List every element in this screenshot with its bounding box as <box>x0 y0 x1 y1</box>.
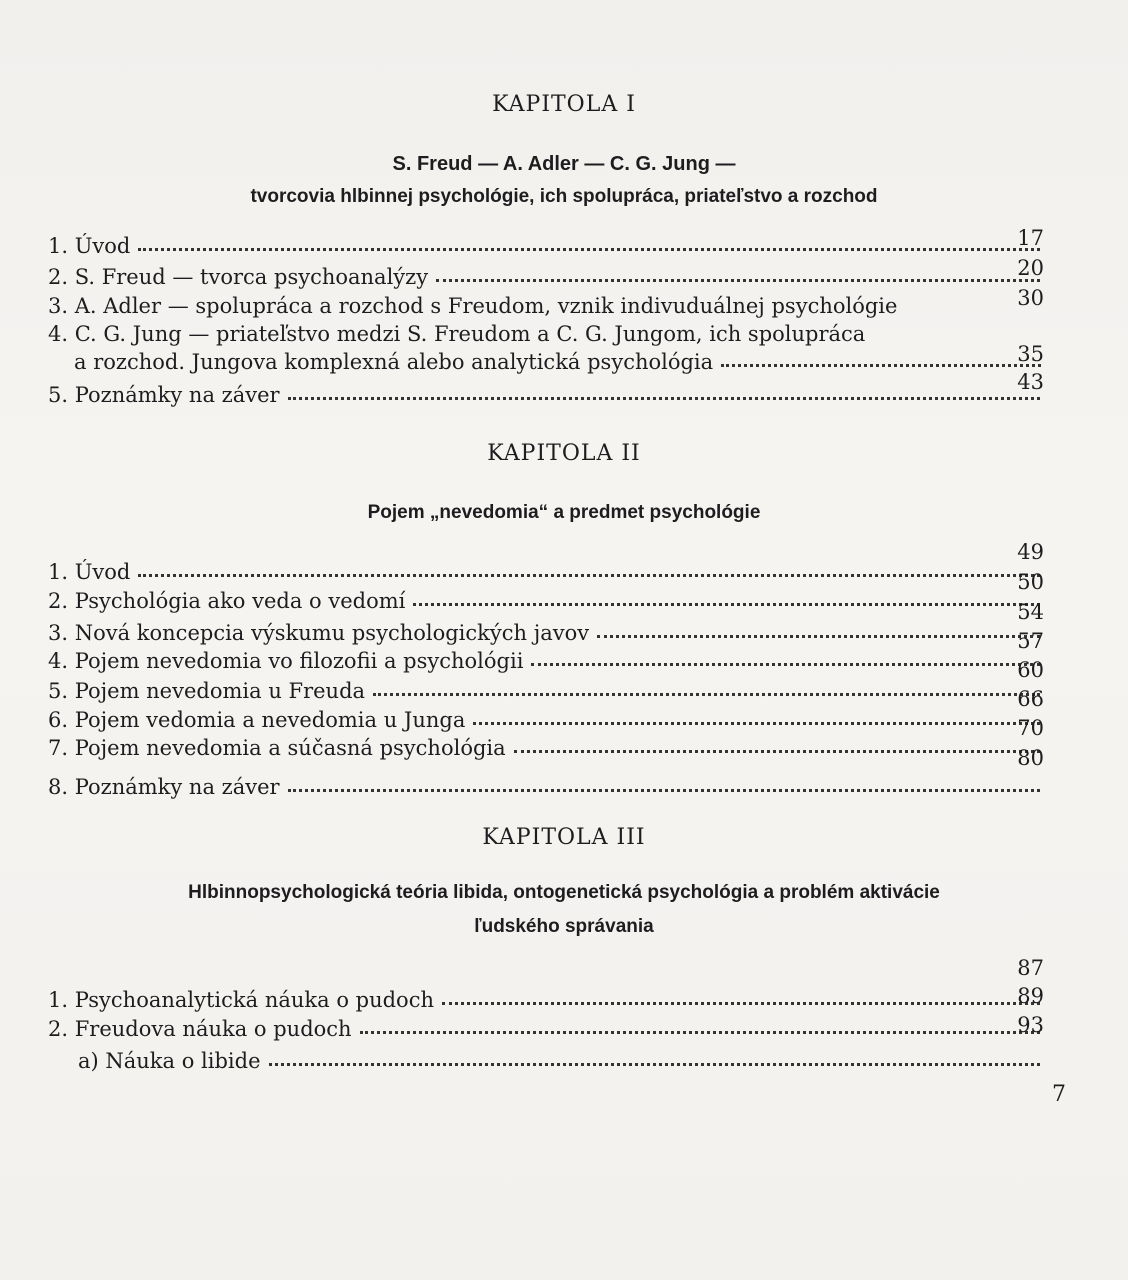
toc-entry <box>48 320 1048 348</box>
leader-dots <box>436 279 1040 282</box>
toc-entry-text: 1. Psychoanalytická náuka o pudoch <box>48 988 434 1012</box>
chapter-3-heading: KAPITOLA III <box>482 825 646 850</box>
toc-entry-text: 2. Freudova náuka o pudoch <box>48 1017 352 1041</box>
toc-page-number: 70 <box>1017 716 1044 740</box>
chapter-2-heading: KAPITOLA II <box>487 441 641 466</box>
toc-entry-text: a rozchod. Jungova komplexná alebo analytická psychológia <box>74 350 714 374</box>
chapter-1-title-line2: tvorcovia hlbinnej psychológie, ich spolupráca, priateľstvo a rozchod <box>250 186 878 207</box>
toc-entry-text: 5. Poznámky na záver <box>48 383 280 407</box>
toc-page-number: 20 <box>1017 256 1044 280</box>
toc-entry-text: 6. Pojem vedomia a nevedomia u Junga <box>48 708 466 732</box>
toc-entry-text: 2. Psychológia ako veda o vedomí <box>48 589 406 613</box>
toc-page-number: 43 <box>1017 370 1044 394</box>
leader-dots <box>514 750 1040 753</box>
toc-entry-text: 4. C. G. Jung — priateľstvo medzi S. Freudom a C. G. Jungom, ich spolupráca <box>48 322 866 346</box>
toc-entry-text: 1. Úvod <box>48 560 131 584</box>
toc-page-number: 50 <box>1017 570 1044 594</box>
leader-dots <box>138 574 1040 577</box>
toc-entry <box>48 587 1048 615</box>
toc-entry-text: 1. Úvod <box>48 234 131 258</box>
toc-entry <box>48 734 1048 762</box>
toc-page-number: 30 <box>1017 286 1044 310</box>
toc-page-number: 57 <box>1017 629 1044 653</box>
toc-page-number: 66 <box>1017 687 1044 711</box>
toc-entry <box>48 558 1048 586</box>
toc-entry <box>48 1015 1048 1043</box>
leader-dots <box>413 603 1040 606</box>
toc-entry <box>48 773 1048 801</box>
leader-dots <box>360 1031 1040 1034</box>
leader-dots <box>442 1002 1040 1005</box>
chapter-3-title-line2: ľudského správania <box>474 916 654 937</box>
leader-dots <box>269 1063 1040 1066</box>
toc-page-number: 35 <box>1017 342 1044 366</box>
toc-page-number: 49 <box>1017 540 1044 564</box>
toc-entry <box>48 677 1048 705</box>
toc-entry <box>48 619 1048 647</box>
leader-dots <box>721 364 1041 367</box>
toc-entry-continuation <box>74 348 1049 376</box>
toc-entry-text: 3. A. Adler — spolupráca a rozchod s Freudom, vznik indivuduálnej psychológie <box>48 294 898 318</box>
leader-dots <box>473 722 1040 725</box>
toc-entry <box>48 232 1048 260</box>
toc-page-number: 54 <box>1017 600 1044 624</box>
toc-entry <box>48 706 1048 734</box>
chapter-3-title-line1: Hlbinnopsychologická teória libida, ontogenetická psychológia a problém aktivácie <box>188 882 940 903</box>
leader-dots <box>288 789 1040 792</box>
toc-entry-text: 8. Poznámky na záver <box>48 775 280 799</box>
toc-page-number: 60 <box>1017 658 1044 682</box>
toc-entry <box>48 381 1048 409</box>
toc-subentry <box>78 1047 1048 1075</box>
toc-page-number: 80 <box>1017 746 1044 770</box>
chapter-1-heading: KAPITOLA I <box>492 92 636 117</box>
toc-entry-text: 4. Pojem nevedomia vo filozofii a psychológii <box>48 649 524 673</box>
toc-entry-text: 7. Pojem nevedomia a súčasná psychológia <box>48 736 506 760</box>
leader-dots <box>138 248 1040 251</box>
toc-entry-text: 2. S. Freud — tvorca psychoanalýzy <box>48 265 429 289</box>
leader-dots <box>288 397 1040 400</box>
toc-entry <box>48 647 1048 675</box>
page-folio: 7 <box>1052 1082 1066 1107</box>
toc-entry-text: 5. Pojem nevedomia u Freuda <box>48 679 366 703</box>
toc-entry <box>48 292 1048 320</box>
leader-dots <box>531 663 1040 666</box>
toc-page-number: 87 <box>1017 956 1044 980</box>
toc-entry-text: 3. Nová koncepcia výskumu psychologických javov <box>48 621 590 645</box>
chapter-1-title-line1: S. Freud — A. Adler — C. G. Jung — <box>392 153 736 175</box>
toc-entry <box>48 986 1048 1014</box>
toc-entry <box>48 263 1048 291</box>
leader-dots <box>373 693 1040 696</box>
toc-page-number: 89 <box>1017 984 1044 1008</box>
chapter-2-title: Pojem „nevedomia“ a predmet psychológie <box>367 502 761 523</box>
toc-page-number: 93 <box>1017 1013 1044 1037</box>
toc-entry-text: a) Náuka o libide <box>78 1049 261 1073</box>
toc-page-number: 17 <box>1017 226 1044 250</box>
leader-dots <box>597 635 1040 638</box>
